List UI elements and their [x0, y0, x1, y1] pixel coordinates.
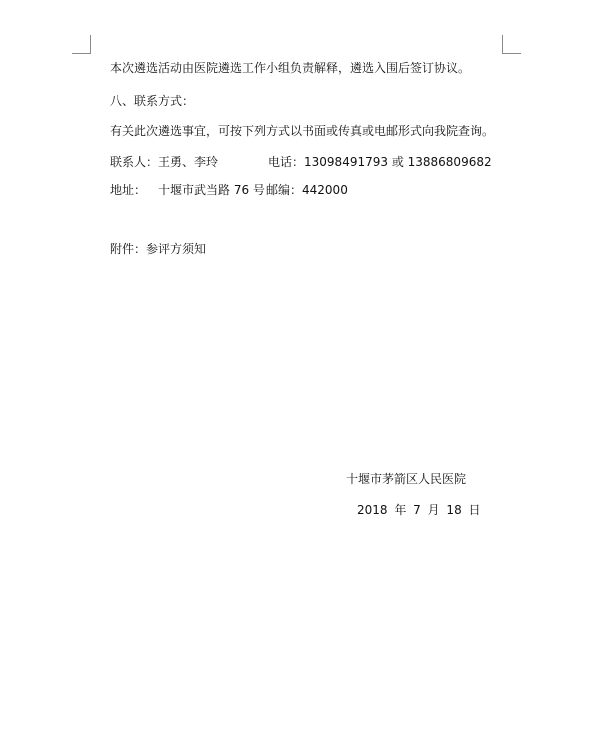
signature-date: 2018 年 7 月 18 日 [357, 503, 481, 517]
phone-line [268, 154, 492, 170]
page-corner-mark-left [72, 35, 91, 54]
attachment-line [110, 241, 206, 257]
contact-person-value: 王勇、李玲 [158, 155, 219, 169]
address-line [110, 182, 265, 198]
contact-person-label: 联系人： [110, 155, 159, 169]
phone-label: 电话： [268, 155, 305, 169]
paragraph-explanation: 本次遴选活动由医院遴选工作小组负责解释，遴选入围后签订协议。 [110, 61, 471, 75]
attachment-value: 参评方须知 [146, 242, 207, 256]
signature-organization: 十堰市茅箭区人民医院 [346, 472, 467, 486]
address-value: 十堰市武当路 76 号 [158, 183, 265, 197]
address-label: 地址： [110, 183, 147, 197]
page-corner-mark-right [502, 35, 521, 54]
phone-value: 13098491793 或 13886809682 [304, 155, 492, 169]
postcode-label: 邮编： [266, 183, 303, 197]
paragraph-inquiry: 有关此次遴选事宜，可按下列方式以书面或传真或电邮形式向我院查询。 [110, 124, 495, 138]
section-heading-contact: 八、联系方式： [110, 94, 195, 108]
postcode-value: 442000 [302, 183, 348, 197]
postcode-line [266, 182, 348, 198]
contact-person-line [110, 154, 218, 170]
attachment-label: 附件： [110, 242, 147, 256]
